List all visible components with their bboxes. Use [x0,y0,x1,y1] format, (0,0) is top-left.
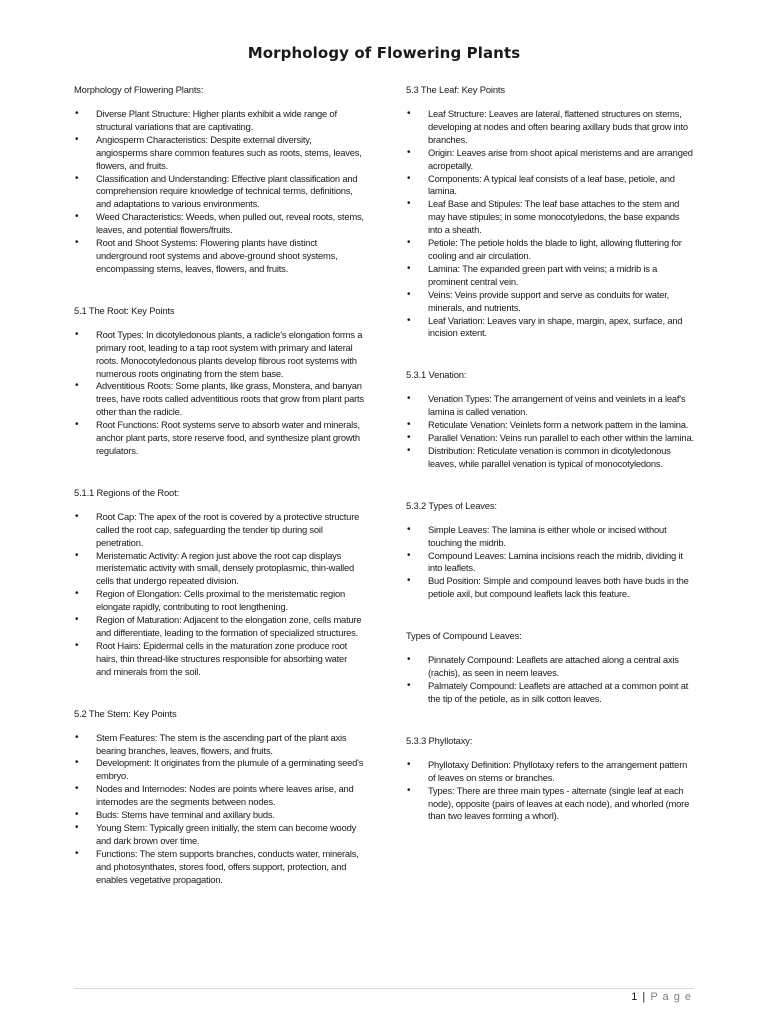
list-item: • Nodes and Internodes: Nodes are points where leaves arise, and internodes are the segments between nodes. [74,783,364,809]
list-item: • Leaf Structure: Leaves are lateral, flattened structures on stems, developing at nodes and often bearing axillary buds that grow into branches. [406,108,696,147]
list-item: • Root and Shoot Systems: Flowering plants have distinct underground root systems and above-ground shoot systems, encompassing stems, leaves, flowers, and fruits. [74,237,364,276]
section-heading: Types of Compound Leaves: [406,630,522,642]
section-root [74,305,364,458]
list-item: • Young Stem: Typically green initially, the stem can become woody and dark brown over time. [74,822,364,848]
section-leaf-types [406,500,696,601]
list-item: • Parallel Venation: Veins run parallel to each other within the lamina. [406,432,696,445]
section-heading: Morphology of Flowering Plants: [74,84,204,95]
section-stem [74,708,364,887]
bullet-list [406,759,696,824]
section-heading: 5.3.2 Types of Leaves: [406,499,497,511]
right-column [406,84,696,823]
list-item: • Root Types: In dicotyledonous plants, a radicle's elongation forms a primary root, leading to a tap root system with primary and lateral roots. Monocotyledonous plants develop fibrous root systems with numerous roots originating from the stem base. [74,329,364,381]
list-item: • Lamina: The expanded green part with veins; a midrib is a prominent central vein. [406,263,696,289]
list-item: • Components: A typical leaf consists of a leaf base, petiole, and lamina. [406,173,696,199]
list-item: • Adventitious Roots: Some plants, like grass, Monstera, and banyan trees, have roots called adventitious roots that grow from plant parts other than the radicle. [74,380,364,419]
list-item: • Veins: Veins provide support and serve as conduits for water, minerals, and nutrients. [406,289,696,315]
section-heading: 5.2 The Stem: Key Points [74,707,177,719]
bullet-list [406,524,696,601]
list-item: • Simple Leaves: The lamina is either whole or incised without touching the midrib. [406,524,696,550]
list-item: • Root Cap: The apex of the root is covered by a protective structure called the root cap, safeguarding the tender tip during soil penetration. [74,511,364,550]
list-item: • Diverse Plant Structure: Higher plants exhibit a wide range of structural variations that are captivating. [74,108,364,134]
bullet-list [74,732,364,887]
page-separator: | [642,991,647,1003]
section-heading: 5.1.1 Regions of the Root: [74,486,180,498]
page-footer [631,991,692,1003]
section-leaf [406,84,696,340]
list-item: • Stem Features: The stem is the ascending part of the plant axis bearing branches, leaves, flowers, and fruits. [74,732,364,758]
section-heading: 5.3 The Leaf: Key Points [406,84,505,95]
list-item: • Pinnately Compound: Leaflets are attached along a central axis (rachis), as seen in neem leaves. [406,654,696,680]
list-item: • Functions: The stem supports branches, conducts water, minerals, and photosynthates, stores food, offers support, protection, and enables vegetative propagation. [74,848,364,887]
list-item: • Reticulate Venation: Veinlets form a network pattern in the lamina. [406,419,696,432]
list-item: • Phyllotaxy Definition: Phyllotaxy refers to the arrangement pattern of leaves on stems or branches. [406,759,696,785]
list-item: • Root Functions: Root systems serve to absorb water and minerals, anchor plant parts, store reserve food, and synthesize plant growth regulators. [74,419,364,458]
section-morphology-intro [74,84,364,276]
list-item: • Petiole: The petiole holds the blade to light, allowing fluttering for cooling and air circulation. [406,237,696,263]
section-heading: 5.3.1 Venation: [406,369,467,381]
list-item: • Palmately Compound: Leaflets are attached at a common point at the tip of the petiole, as in silk cotton leaves. [406,680,696,706]
list-item: • Weed Characteristics: Weeds, when pulled out, reveal roots, stems, leaves, and potential flowers/fruits. [74,211,364,237]
list-item: • Venation Types: The arrangement of veins and veinlets in a leaf's lamina is called venation. [406,393,696,419]
list-item: • Origin: Leaves arise from shoot apical meristems and are arranged acropetally. [406,147,696,173]
section-compound-leaves [406,630,696,706]
section-root-regions [74,487,364,679]
list-item: • Region of Elongation: Cells proximal to the meristematic region elongate rapidly, contributing to root lengthening. [74,588,364,614]
list-item: • Angiosperm Characteristics: Despite external diversity, angiosperms share common features such as roots, stems, leaves, flowers, and fruits. [74,134,364,173]
document-title: Morphology of Flowering Plants [247,44,521,62]
footer-divider [74,988,694,989]
list-item: • Types: There are three main types - alternate (single leaf at each node), opposite (pairs of leaves at each node), and whorled (more than two leaves forming a whorl). [406,785,696,824]
list-item: • Meristematic Activity: A region just above the root cap displays meristematic activity with small, densely protoplasmic, thin-walled cells that undergo repeated division. [74,550,364,589]
list-item: • Root Hairs: Epidermal cells in the maturation zone produce root hairs, thin thread-like structures responsible for absorbing water and minerals from the soil. [74,640,364,679]
list-item: • Classification and Understanding: Effective plant classification and comprehension require knowledge of technical terms, definitions, and adaptations to various environments. [74,173,364,212]
section-phyllotaxy [406,735,696,824]
section-heading: 5.1 The Root: Key Points [74,304,175,316]
bullet-list [74,511,364,679]
page-label: P a g e [650,991,692,1003]
list-item: • Compound Leaves: Lamina incisions reach the midrib, dividing it into leaflets. [406,550,696,576]
list-item: • Leaf Base and Stipules: The leaf base attaches to the stem and may have stipules; in some monocotyledons, the base expands into a sheath. [406,198,696,237]
section-heading: 5.3.3 Phyllotaxy: [406,734,473,746]
list-item: • Development: It originates from the plumule of a germinating seed's embryo. [74,757,364,783]
bullet-list [74,329,364,458]
left-column [74,84,364,887]
bullet-list [406,108,696,340]
list-item: • Bud Position: Simple and compound leaves both have buds in the petiole axil, but compound leaflets lack this feature. [406,575,696,601]
list-item: • Distribution: Reticulate venation is common in dicotyledonous leaves, while parallel venation is typical of monocotyledons. [406,445,696,471]
list-item: • Leaf Variation: Leaves vary in shape, margin, apex, surface, and incision extent. [406,315,696,341]
list-item: • Buds: Stems have terminal and axillary buds. [74,809,364,822]
page-number: 1 [631,991,639,1003]
section-venation [406,369,696,470]
bullet-list [74,108,364,276]
bullet-list [406,654,696,706]
bullet-list [406,393,696,470]
list-item: • Region of Maturation: Adjacent to the elongation zone, cells mature and differentiate, leading to the formation of specialized structures. [74,614,364,640]
